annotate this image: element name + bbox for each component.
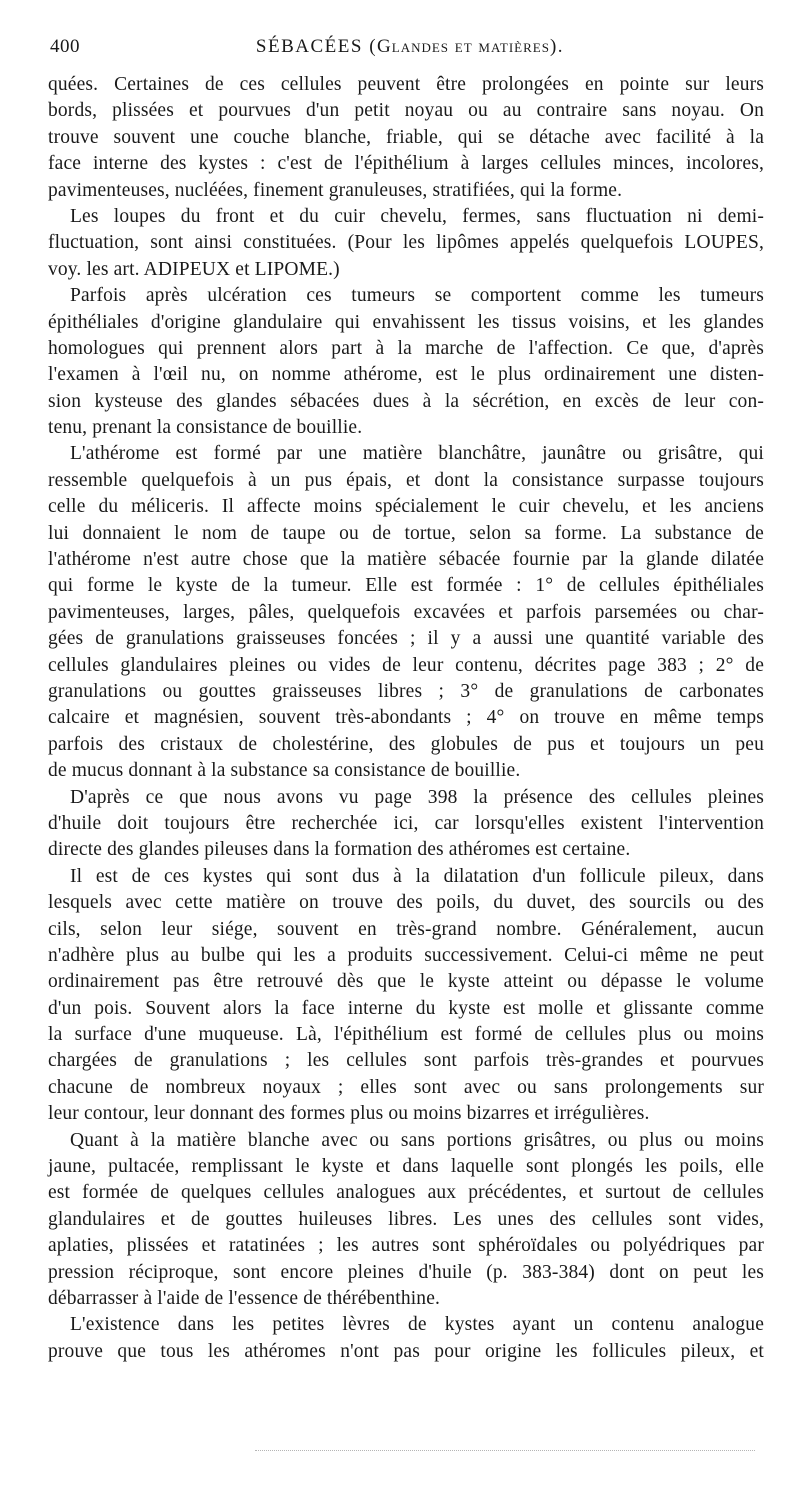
running-head [50,36,770,58]
text-line: L'existence dans les petites lèvres de kystes ayant un contenu analogue [70,1314,764,1336]
text-line: l'examen à l'œil nu, on nomme athérome, est le plus ordinairement une disten- [48,364,764,386]
text-line: Parfois après ulcération ces tumeurs se comportent comme les tumeurs [70,285,764,307]
page-number: 400 [50,36,80,57]
text-line: ordinairement pas être retrouvé dès que le kyste atteint ou dépasse le volume [48,971,764,993]
text-line: lui donnaient le nom de taupe ou de tortue, selon sa forme. La substance de [48,522,764,544]
text-line: pression réciproque, sont encore pleines d'huile (p. 383-384) dont on peut les [48,1261,764,1283]
running-head-main: SÉBACÉES ( [255,36,378,57]
text-line: face interne des kystes : c'est de l'épithélium à larges cellules minces, incolores, [48,153,764,175]
text-line: bords, plissées et pourvues d'un petit noyau ou au contraire sans noyau. On [48,100,764,122]
text-line: calcaire et magnésien, souvent très-abondants ; 4° on trouve en même temps [48,707,764,729]
text-line: trouve souvent une couche blanche, friable, qui se détache avec facilité à la [48,126,764,148]
text-line: D'après ce que nous avons vu page 398 la présence des cellules pleines [70,786,764,808]
text-line: d'huile doit toujours être recherchée ici, car lorsqu'elles existent l'intervention [48,812,764,834]
text-line: Les loupes du front et du cuir chevelu, fermes, sans fluctuation ni demi- [70,205,764,227]
footer-rule [255,1450,755,1453]
text-line: cils, selon leur siége, souvent en très-grand nombre. Généralement, aucun [48,918,764,940]
text-line: Quant à la matière blanche avec ou sans portions grisâtres, ou plus ou moins [70,1129,764,1151]
text-line: gées de granulations graisseuses foncées ; il y a aussi une quantité variable des [48,628,764,650]
text-line: quées. Certaines de ces cellules peuvent être prolongées en pointe sur leurs [48,74,764,95]
text-line: Il est de ces kystes qui sont dus à la dilatation d'un follicule pileux, dans [70,865,764,887]
text-line: la surface d'une muqueuse. Là, l'épithélium est formé de cellules plus ou moins [48,1024,764,1046]
text-line: fluctuation, sont ainsi constituées. (Pour les lipômes appelés quelquefois LOUPES, [48,232,764,254]
text-line: chargées de granulations ; les cellules sont parfois très-grandes et pourvues [48,1050,764,1072]
body-text [48,72,764,1365]
text-line: lesquels avec cette matière on trouve des poils, du duvet, des sourcils ou des [48,892,764,914]
running-head-close: ). [549,36,565,57]
text-line: voy. les art. ADIPEUX et LIPOME.) [48,258,340,280]
text-line: parfois des cristaux de cholestérine, des globules de pus et toujours un peu [48,733,764,755]
text-line: L'athérome est formé par une matière blanchâtre, jaunâtre ou grisâtre, qui [70,443,764,465]
page-header [50,36,770,66]
text-line: pavimenteuses, nucléées, finement granuleuses, stratifiées, qui la forme. [48,179,623,201]
text-line: n'adhère plus au bulbe qui les a produits successivement. Celui-ci même ne peut [48,944,764,966]
text-line: homologues qui prennent alors part à la marche de l'affection. Ce que, d'après [48,337,764,359]
text-line: leur contour, leur donnant des formes plus ou moins bizarres et irrégulières. [48,1103,650,1125]
running-head-small-caps: Glandes et matières [377,36,550,57]
text-line: glandulaires et de gouttes huileuses libres. Les unes des cellules sont vides, [48,1208,764,1230]
text-line: est formée de quelques cellules analogues aux précédentes, et surtout de cellules [48,1182,764,1204]
text-line: épithéliales d'origine glandulaire qui envahissent les tissus voisins, et les glandes [48,311,764,333]
text-line: granulations ou gouttes graisseuses libres ; 3° de granulations de carbonates [48,680,764,702]
text-line: tenu, prenant la consistance de bouillie. [48,417,363,439]
text-line: celle du méliceris. Il affecte moins spécialement le cuir chevelu, et les anciens [48,496,764,518]
text-line: aplaties, plissées et ratatinées ; les autres sont sphéroïdales ou polyédriques par [48,1235,764,1257]
text-line: d'un pois. Souvent alors la face interne du kyste est molle et glissante comme [48,997,764,1019]
text-line: sion kysteuse des glandes sébacées dues à la sécrétion, en excès de leur con- [48,390,764,412]
text-line: jaune, pultacée, remplissant le kyste et dans laquelle sont plongés les poils, elle [48,1156,764,1178]
text-line: cellules glandulaires pleines ou vides de leur contenu, décrites page 383 ; 2° de [48,654,764,676]
text-line: ressemble quelquefois à un pus épais, et dont la consistance surpasse toujours [48,469,764,491]
text-line: prouve que tous les athéromes n'ont pas pour origine les follicules pileux, et [48,1340,764,1362]
text-line: pavimenteuses, larges, pâles, quelquefois excavées et parfois parsemées ou char- [48,601,764,623]
text-line: de mucus donnant à la substance sa consistance de bouillie. [48,760,521,782]
text-line: qui forme le kyste de la tumeur. Elle est formée : 1° de cellules épithéliales [48,575,764,597]
text-line: débarrasser à l'aide de l'essence de thérébenthine. [48,1287,441,1309]
text-line: chacune de nombreux noyaux ; elles sont avec ou sans prolongements sur [48,1076,764,1098]
text-line: l'athérome n'est autre chose que la matière sébacée fournie par la glande dilatée [48,549,764,571]
text-line: directe des glandes pileuses dans la formation des athéromes est certaine. [48,839,631,861]
